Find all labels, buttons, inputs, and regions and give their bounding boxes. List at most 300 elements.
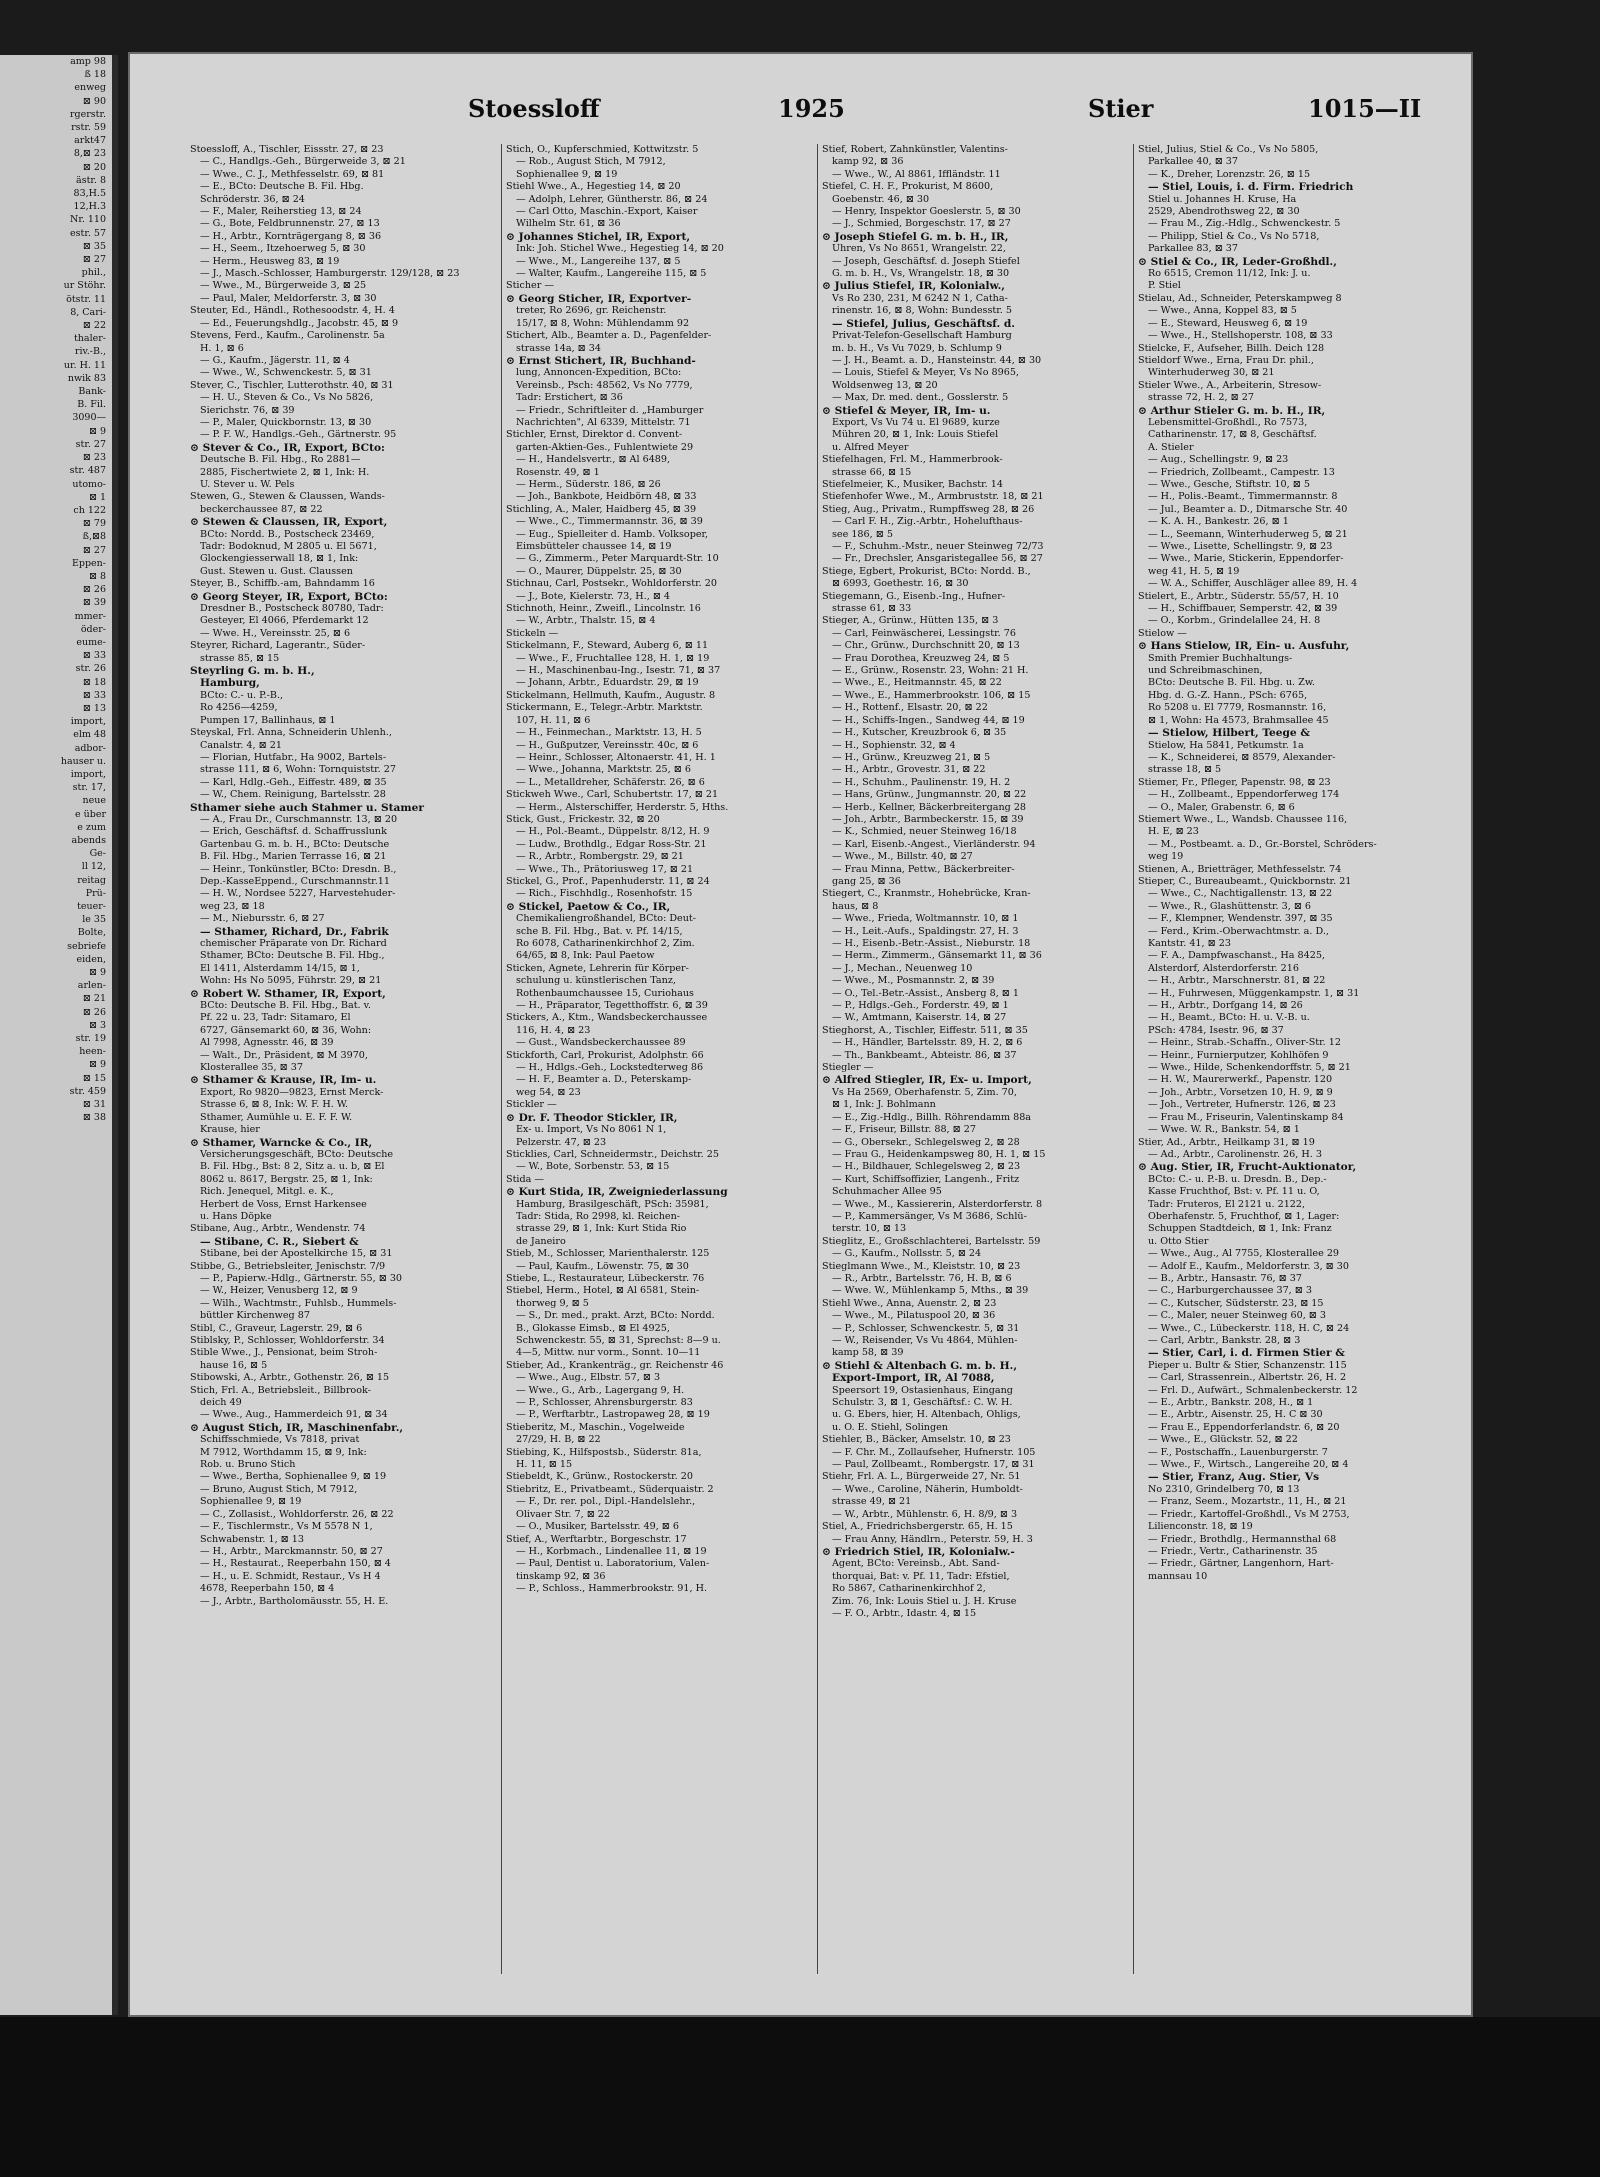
directory-entry: — Friedr., Kartoffel-Großhdl., Vs M 2753, — [1148, 1508, 1350, 1520]
directory-entry: H. E, ⊠ 23 — [1148, 826, 1199, 838]
strip-line: 8,⊠ 23 — [73, 148, 106, 160]
directory-entry: Stiefelmeier, K., Musiker, Bachstr. 14 — [822, 478, 1003, 490]
directory-entry: — Bruno, August Stich, M 7912, — [200, 1483, 358, 1495]
page-header — [128, 94, 1473, 134]
directory-entry: — C., Handlgs.-Geh., Bürgerweide 3, ⊠ 21 — [200, 156, 406, 168]
directory-entry: see 186, ⊠ 5 — [832, 528, 893, 540]
directory-entry: ⊙ Stever & Co., IR, Export, BCto: — [190, 441, 385, 454]
directory-entry: — Frau Dorothea, Kreuzweg 24, ⊠ 5 — [832, 652, 1010, 664]
directory-entry: — P., Schloss., Hammerbrookstr. 91, H. — [516, 1583, 708, 1595]
directory-entry: — W., Amtmann, Kaiserstr. 14, ⊠ 27 — [832, 1012, 1007, 1024]
directory-entry: — H., Maschinenbau-Ing., Isestr. 71, ⊠ 37 — [516, 665, 721, 677]
directory-entry: ⊙ Stiefel & Meyer, IR, Im- u. — [822, 404, 991, 417]
directory-entry: Ro 4256—4259, — [200, 702, 278, 714]
directory-entry: — Ferd., Krim.-Oberwachtmstr. a. D., — [1148, 925, 1329, 937]
directory-entry: tinskamp 92, ⊠ 36 — [516, 1570, 606, 1582]
directory-entry: — H., Handelsvertr., ⊠ Al 6489, — [516, 454, 671, 466]
directory-entry: Kasse Fruchthof, Bst: v. Pf. 11 u. O, — [1148, 1186, 1320, 1198]
directory-entry: Dresdner B., Postscheck 80780, Tadr: — [200, 603, 384, 615]
directory-entry: ⊙ Stickel, Paetow & Co., IR, — [506, 900, 671, 913]
strip-line: utomo- — [72, 478, 106, 490]
directory-entry: — Joh., Vertreter, Hufnerstr. 126, ⊠ 23 — [1148, 1099, 1336, 1111]
directory-entry: — F., Tischlermstr., Vs M 5578 N 1, — [200, 1521, 373, 1533]
strip-line: import, — [70, 768, 106, 780]
directory-entry: — G., Obersekr., Schlegelsweg 2, ⊠ 28 — [832, 1136, 1020, 1148]
directory-entry: — Frau E., Eppendorferlandstr. 6, ⊠ 20 — [1148, 1421, 1340, 1433]
directory-entry: Stiemer, Fr., Pfleger, Papenstr. 98, ⊠ 23 — [1138, 776, 1331, 788]
directory-entry: — L., Metalldreher, Schäferstr. 26, ⊠ 6 — [516, 776, 705, 788]
directory-entry: Stickweh Wwe., Carl, Schubertstr. 17, ⊠ 21 — [506, 789, 719, 801]
directory-entry: — R., Arbtr., Rombergstr. 29, ⊠ 21 — [516, 851, 684, 863]
directory-entry: Sticken, Agnete, Lehrerin für Körper- — [506, 962, 689, 974]
strip-line: str. 17, — [72, 782, 106, 794]
directory-entry: — Frau Minna, Pettw., Bäckerbreiter- — [832, 863, 1015, 875]
directory-entry: Stewen, G., Stewen & Claussen, Wands- — [190, 491, 385, 503]
directory-entry: — Erich, Geschäftsf. d. Schaffrusslunk — [200, 826, 387, 838]
directory-entry: Stickers, A., Ktm., Wandsbeckerchaussee — [506, 1012, 708, 1024]
directory-entry: — H., Eisenb.-Betr.-Assist., Nieburstr. 18 — [832, 938, 1031, 949]
directory-entry: Sthamer siehe auch Stahmer u. Stamer — [190, 801, 424, 814]
directory-entry: Stiege, Egbert, Prokurist, BCto: Nordd. B., — [822, 565, 1031, 577]
directory-entry: ⊙ Georg Steyer, IR, Export, BCto: — [190, 590, 388, 603]
directory-entry: — F., Friseur, Billstr. 88, ⊠ 27 — [832, 1124, 976, 1136]
directory-entry: — Wwe., W., Al 8861, Iffländstr. 11 — [832, 168, 1001, 180]
directory-entry: Chemikaliengroßhandel, BCto: Deut- — [516, 913, 696, 925]
strip-line: ⊠ 13 — [82, 702, 106, 714]
directory-entry: ⊙ Georg Sticher, IR, Exportver- — [506, 292, 692, 305]
directory-entry: Stieb, M., Schlosser, Marienthalerstr. 125 — [506, 1248, 710, 1260]
directory-entry: — Wwe., F., Wirtsch., Langereihe 20, ⊠ 4 — [1148, 1459, 1349, 1471]
directory-entry: Stickelmann, F., Steward, Auberg 6, ⊠ 11 — [506, 640, 709, 652]
directory-entry: Sticher — — [506, 280, 554, 292]
strip-line: ⊠ 18 — [82, 676, 106, 688]
directory-entry: — G., Kaufm., Jägerstr. 11, ⊠ 4 — [200, 354, 350, 366]
directory-entry: Stible Wwe., J., Pensionat, beim Stroh- — [190, 1347, 378, 1359]
directory-entry: — Chr., Grünw., Durchschnitt 20, ⊠ 13 — [832, 640, 1020, 652]
directory-entry: Ro 5208 u. El 7779, Rosmannstr. 16, — [1148, 702, 1327, 714]
directory-entry: — Jul., Beamter a. D., Ditmarsche Str. 40 — [1148, 503, 1348, 515]
directory-entry: Schuppen Stadtdeich, ⊠ 1, Ink: Franz — [1148, 1223, 1332, 1235]
directory-entry: — O., Musiker, Bartelsstr. 49, ⊠ 6 — [516, 1521, 679, 1533]
directory-entry: Stiefenhofer Wwe., M., Armbruststr. 18, ⊠ 21 — [822, 491, 1044, 503]
directory-entry: 8062 u. 8617, Bergstr. 25, ⊠ 1, Ink: — [200, 1173, 373, 1185]
directory-entry: Stielcke, F., Aufseher, Billh. Deich 128 — [1138, 342, 1325, 354]
strip-line: str. 19 — [75, 1033, 106, 1045]
directory-entry: No 2310, Grindelberg 70, ⊠ 13 — [1148, 1483, 1300, 1495]
directory-entry: beckerchaussee 87, ⊠ 22 — [200, 503, 323, 515]
directory-entry: — C., Zollasist., Wohldorferstr. 26, ⊠ 22 — [200, 1508, 394, 1520]
directory-entry: Stibane, Aug., Arbtr., Wendenstr. 74 — [190, 1223, 366, 1235]
directory-entry: — H., Arbtr., Dorfgang 14, ⊠ 26 — [1148, 1000, 1303, 1012]
directory-entry: ⊠ 6993, Goethestr. 16, ⊠ 30 — [832, 578, 969, 590]
directory-entry: Rich. Jenequel, Mitgl. e. K., — [200, 1186, 334, 1198]
directory-entry: Stichnau, Carl, Postsekr., Wohldorferstr. 20 — [506, 578, 717, 590]
strip-line: rgerstr. — [70, 108, 106, 120]
directory-entry: — Herm., Heusweg 83, ⊠ 19 — [200, 255, 340, 267]
strip-line: ⊠ 90 — [82, 95, 106, 107]
directory-entry: — Adolph, Lehrer, Güntherstr. 86, ⊠ 24 — [516, 193, 708, 205]
strip-line: enweg — [74, 82, 106, 94]
directory-entry: ⊙ Friedrich Stiel, IR, Kolonialw.- — [822, 1545, 1015, 1558]
directory-entry: — W., Heizer, Venusberg 12, ⊠ 9 — [200, 1285, 358, 1297]
directory-entry: BCto: Deutsche B. Fil. Hbg., Bat. v. — [200, 1000, 371, 1012]
directory-entry: Steyskal, Frl. Anna, Schneiderin Uhlenh., — [190, 727, 392, 739]
directory-entry: — H., Seem., Itzehoerweg 5, ⊠ 30 — [200, 243, 366, 255]
directory-entry: Stieper, C., Bureaubeamt., Quickbornstr. 21 — [1138, 875, 1352, 887]
strip-line: phil., — [81, 267, 106, 279]
directory-entry: — Aug., Schellingstr. 9, ⊠ 23 — [1148, 454, 1289, 466]
directory-entry: — Florian, Hutfabr., Ha 9002, Bartels- — [200, 751, 387, 763]
directory-entry: ⊙ Sthamer, Warncke & Co., IR, — [190, 1136, 373, 1149]
directory-entry: Vs Ha 2569, Oberhafenstr. 5, Zim. 70, — [832, 1086, 1017, 1098]
directory-entry: — Paul, Zollbeamt., Rombergstr. 17, ⊠ 31 — [832, 1459, 1035, 1471]
directory-entry: — Henry, Inspektor Goeslerstr. 5, ⊠ 30 — [832, 206, 1021, 218]
directory-entry: — Friedr., Brothdlg., Hermannsthal 68 — [1148, 1533, 1337, 1545]
directory-entry: lung, Annoncen-Expedition, BCto: — [516, 367, 682, 379]
directory-entry: 64/65, ⊠ 8, Ink: Paul Paetow — [516, 950, 655, 962]
directory-entry: — Johann, Arbtr., Eduardstr. 29, ⊠ 19 — [516, 677, 699, 689]
directory-entry: terstr. 10, ⊠ 13 — [832, 1223, 907, 1235]
directory-entry: — C., Maler, neuer Steinweg 60, ⊠ 3 — [1148, 1310, 1326, 1322]
directory-entry: — Wwe., W., Schwenckestr. 5, ⊠ 31 — [200, 367, 372, 379]
strip-line: neue — [82, 795, 106, 807]
directory-entry: — H., Hdlgs.-Geh., Lockstedterweg 86 — [516, 1062, 704, 1074]
directory-entry: — W., Chem. Reinigung, Bartelsstr. 28 — [200, 789, 386, 801]
directory-entry: Stichler, Ernst, Direktor d. Convent- — [506, 429, 683, 441]
directory-entry: — Heinr., Furnierputzer, Kohlhöfen 9 — [1148, 1049, 1329, 1061]
directory-entry: — Wwe., F., Fruchtallee 128, H. 1, ⊠ 19 — [516, 652, 710, 664]
directory-entry: strasse 66, ⊠ 15 — [832, 466, 912, 478]
directory-entry: Oberhafenstr. 5, Fruchthof, ⊠ 1, Lager: — [1148, 1210, 1340, 1222]
directory-entry: — H., Schiffs-Ingen., Sandweg 44, ⊠ 19 — [832, 714, 1025, 726]
directory-entry: — Wwe., G., Arb., Lagergang 9, H. — [516, 1384, 685, 1396]
directory-entry: — Wwe., M., Pilatuspool 20, ⊠ 36 — [832, 1310, 996, 1322]
directory-entry: — Carl, Feinwäscherei, Lessingstr. 76 — [832, 627, 1016, 639]
directory-entry: — Hans, Grünw., Jungmannstr. 20, ⊠ 22 — [832, 789, 1027, 801]
directory-entry: — Wwe., E., Heitmannstr. 45, ⊠ 22 — [832, 677, 1002, 689]
directory-entry: — Friedr., Schriftleiter d. „Hamburger — [516, 404, 704, 416]
column-3 — [822, 144, 1129, 1974]
directory-entry: — L., Seemann, Winterhuderweg 5, ⊠ 21 — [1148, 528, 1348, 540]
directory-entry: — H., Präparator, Tegetthoffstr. 6, ⊠ 39 — [516, 1000, 708, 1012]
directory-entry: Stielow — — [1138, 627, 1187, 639]
directory-entry: Stieglmann Wwe., M., Kleiststr. 10, ⊠ 23 — [822, 1260, 1021, 1272]
directory-entry: ⊙ Dr. F. Theodor Stickler, IR, — [506, 1111, 678, 1124]
directory-entry: Stiebel, Herm., Hotel, ⊠ Al 6581, Stein- — [506, 1285, 700, 1297]
directory-entry: — E., BCto: Deutsche B. Fil. Hbg. — [200, 181, 364, 193]
strip-line: abends — [71, 834, 106, 846]
directory-entry: chemischer Präparate von Dr. Richard — [200, 938, 387, 949]
strip-line: ß,⊠8 — [82, 531, 106, 543]
strip-line: estr. 57 — [70, 227, 106, 239]
directory-entry: weg 54, ⊠ 23 — [516, 1086, 581, 1098]
directory-entry: — H., Arbtr., Grovestr. 31, ⊠ 22 — [832, 764, 986, 776]
directory-entry: weg 41, H. 5, ⊠ 19 — [1148, 565, 1240, 577]
directory-page — [128, 52, 1473, 2017]
strip-line: amp 98 — [70, 56, 106, 67]
directory-entry: — Wwe., C. J., Methfesselstr. 69, ⊠ 81 — [200, 168, 385, 180]
directory-entry: — Sthamer, Richard, Dr., Fabrik — [200, 925, 389, 938]
directory-entry: — Herm., Zimmerm., Gänsemarkt 11, ⊠ 36 — [832, 950, 1042, 962]
directory-entry: — Wwe. W., Mühlenkamp 5, Mths., ⊠ 39 — [832, 1285, 1029, 1297]
directory-entry: Kantstr. 41, ⊠ 23 — [1148, 938, 1231, 949]
directory-entry: Schwenckestr. 55, ⊠ 31, Sprechst: 8—9 u. — [516, 1335, 721, 1346]
directory-entry: — Wwe., M., Bürgerweide 3, ⊠ 25 — [200, 280, 367, 292]
directory-entry: Stiel, Julius, Stiel & Co., Vs No 5805, — [1138, 144, 1319, 155]
directory-entry: — H., Fuhrwesen, Müggenkampstr. 1, ⊠ 31 — [1148, 987, 1360, 999]
directory-entry: — Th., Bankbeamt., Abteistr. 86, ⊠ 37 — [832, 1049, 1017, 1061]
directory-entry: — Wwe., C., Lübeckerstr. 118, H. C, ⊠ 24 — [1148, 1322, 1350, 1334]
directory-entry: — F., Postschaffn., Lauenburgerstr. 7 — [1148, 1446, 1328, 1458]
directory-entry: — F., Klempner, Wendenstr. 397, ⊠ 35 — [1148, 913, 1333, 925]
directory-entry: — H., Leit.-Aufs., Spaldingstr. 27, H. 3 — [832, 925, 1019, 937]
strip-line: ⊠ 38 — [82, 1112, 106, 1124]
directory-entry: — O., Maurer, Düppelstr. 25, ⊠ 30 — [516, 565, 682, 577]
directory-entry: — E., Zig.-Hdlg., Billh. Röhrendamm 88a — [832, 1111, 1032, 1123]
strip-line: rstr. 59 — [71, 122, 106, 134]
directory-entry: Steyrer, Richard, Lagerantr., Süder- — [190, 640, 366, 652]
directory-entry: — Louis, Stiefel & Meyer, Vs No 8965, — [832, 367, 1019, 379]
directory-entry: Eimsbütteler chaussee 14, ⊠ 19 — [516, 541, 672, 552]
directory-entry: Mühren 20, ⊠ 1, Ink: Louis Stiefel — [832, 429, 999, 441]
directory-entry: — Friedr., Vertr., Catharinenstr. 35 — [1148, 1545, 1318, 1557]
directory-entry: Stiegler — — [822, 1062, 874, 1074]
strip-line: ß 18 — [84, 69, 106, 81]
directory-entry: Tadr: Erstichert, ⊠ 36 — [516, 392, 623, 404]
directory-entry: ⊙ Stiehl & Altenbach G. m. b. H., — [822, 1359, 1018, 1372]
directory-entry: Sticklies, Carl, Schneidermstr., Deichstr. 25 — [506, 1148, 719, 1160]
directory-entry: Stichling, A., Maler, Haidberg 45, ⊠ 39 — [506, 503, 697, 515]
directory-entry: Stibowski, A., Arbtr., Gothenstr. 26, ⊠ 15 — [190, 1372, 390, 1384]
directory-entry: — Eug., Spielleiter d. Hamb. Volksoper, — [516, 528, 709, 540]
directory-entry: PSch: 4784, Isestr. 96, ⊠ 37 — [1148, 1024, 1284, 1036]
directory-entry: — Walter, Kaufm., Langereihe 115, ⊠ 5 — [516, 268, 707, 280]
directory-entry: — Wwe., Marie, Stickerin, Eppendorfer- — [1148, 553, 1344, 565]
directory-entry: Parkallee 83, ⊠ 37 — [1148, 243, 1239, 255]
directory-entry: Stickeln — — [506, 627, 559, 639]
directory-entry: — O., Korbm., Grindelallee 24, H. 8 — [1148, 615, 1321, 627]
directory-entry: — Heinr., Strab.-Schaffn., Oliver-Str. 12 — [1148, 1037, 1341, 1049]
directory-entry: Stickler — — [506, 1099, 557, 1111]
directory-entry: — W., Arbtr., Thalstr. 15, ⊠ 4 — [516, 615, 656, 627]
directory-entry: — H. W., Maurerwerkf., Papenstr. 120 — [1148, 1074, 1333, 1086]
directory-entry: Stielau, Ad., Schneider, Peterskampweg 8 — [1138, 292, 1342, 304]
directory-entry: Gust. Stewen u. Gust. Claussen — [200, 565, 353, 577]
directory-entry: BCto: Nordd. B., Postscheck 23469, — [200, 528, 375, 540]
directory-entry: — J. H., Beamt. a. D., Hansteinstr. 44, ⊠ 30 — [832, 354, 1042, 366]
directory-entry: gang 25, ⊠ 36 — [832, 875, 901, 887]
directory-entry: Winterhuderweg 30, ⊠ 21 — [1148, 367, 1275, 379]
directory-entry: Export, Vs Vu 74 u. El 9689, kurze — [832, 416, 1000, 428]
strip-line: le 35 — [82, 914, 106, 926]
directory-entry: Pelzerstr. 47, ⊠ 23 — [516, 1136, 607, 1148]
directory-entry: — Heinr., Tonkünstler, BCto: Dresdn. B., — [200, 863, 397, 875]
directory-entry: — P., Hdlgs.-Geh., Forderstr. 49, ⊠ 1 — [832, 1000, 1009, 1012]
directory-entry: Agent, BCto: Vereinsb., Abt. Sand- — [832, 1558, 1000, 1570]
strip-line: ötstr. 11 — [66, 293, 106, 305]
directory-entry: — F., Dr. rer. pol., Dipl.-Handelslehr., — [516, 1496, 696, 1508]
directory-entry: rinenstr. 16, ⊠ 8, Wohn: Bundesstr. 5 — [832, 305, 1012, 317]
directory-entry: Stibl, C., Graveur, Lagerstr. 29, ⊠ 6 — [190, 1322, 363, 1334]
directory-entry: schulung u. künstlerischen Tanz, — [516, 975, 676, 987]
directory-entry: Stichnoth, Heinr., Zweifl., Lincolnstr. 16 — [506, 603, 701, 615]
directory-entry: Pf. 22 u. 23, Tadr: Sitamaro, El — [200, 1012, 351, 1024]
directory-entry: 15/17, ⊠ 8, Wohn: Mühlendamm 92 — [516, 317, 690, 329]
directory-entry: — W. A., Schiffer, Auschläger allee 89, H. 4 — [1148, 578, 1358, 590]
directory-entry: — W., Bote, Sorbenstr. 53, ⊠ 15 — [516, 1161, 670, 1173]
directory-entry: Steyer, B., Schiffb.-am, Bahndamm 16 — [190, 578, 375, 590]
directory-entry: Ro 5867, Catharinenkirchhof 2, — [832, 1583, 986, 1595]
strip-line: ⊠ 1 — [88, 491, 106, 503]
directory-entry: — H., Pol.-Beamt., Düppelstr. 8/12, H. 9 — [516, 826, 710, 838]
directory-entry: — Wilh., Wachtmstr., Fuhlsb., Hummels- — [200, 1297, 397, 1309]
directory-entry: Ink: Joh. Stichel Wwe., Hegestieg 14, ⊠ 20 — [516, 243, 724, 255]
directory-entry: — J., Arbtr., Bartholomäusstr. 55, H. E. — [200, 1595, 389, 1607]
directory-entry: — Franz, Seem., Mozartstr., 11, H., ⊠ 21 — [1148, 1496, 1347, 1508]
strip-line: 83,H.5 — [73, 188, 106, 200]
directory-entry: Stiehr, Frl. A. L., Bürgerweide 27, Nr. 51 — [822, 1471, 1021, 1483]
directory-entry: — K., Schneiderei, ⊠ 8579, Alexander- — [1148, 751, 1336, 763]
directory-entry: Stibbe, G., Betriebsleiter, Jenischstr. 7/9 — [190, 1260, 386, 1272]
directory-entry: Stiehl Wwe., Anna, Auenstr. 2, ⊠ 23 — [822, 1297, 997, 1309]
directory-entry: ⊠ 1, Ink: J. Bohlmann — [832, 1099, 936, 1111]
directory-entry: Dep.-KasseEppend., Curschmannstr.11 — [200, 875, 390, 887]
directory-entry: — E., Arbtr., Aisenstr. 25, H. C ⊠ 30 — [1148, 1409, 1323, 1421]
directory-entry: — Herm., Alsterschiffer, Herderstr. 5, Hths. — [516, 801, 729, 813]
directory-entry: strasse 85, ⊠ 15 — [200, 652, 280, 664]
directory-entry: mannsau 10 — [1148, 1570, 1208, 1582]
directory-entry: — Heinr., Schlosser, Altonaerstr. 41, H. 1 — [516, 751, 716, 763]
directory-entry: — Wwe., C., Nachtigallenstr. 13, ⊠ 22 — [1148, 888, 1333, 900]
directory-entry: — F. O., Arbtr., Idastr. 4, ⊠ 15 — [832, 1607, 977, 1619]
strip-line: ⊠ 26 — [82, 584, 106, 596]
directory-entry: Stiehler, B., Bäcker, Amselstr. 10, ⊠ 23 — [822, 1434, 1011, 1446]
directory-entry: — G., Bote, Feldbrunnenstr. 27, ⊠ 13 — [200, 218, 380, 230]
directory-entry: — Joh., Arbtr., Vorsetzen 10, H. 9, ⊠ 9 — [1148, 1086, 1333, 1098]
directory-entry: — C., Harburgerchaussee 37, ⊠ 3 — [1148, 1285, 1312, 1297]
directory-entry: — H. W., Nordsee 5227, Harvestehuder- — [200, 888, 396, 900]
directory-entry: Steyrling G. m. b. H., — [190, 665, 315, 678]
strip-line: ⊠ 27 — [82, 254, 106, 266]
directory-entry: Stida — — [506, 1173, 545, 1185]
directory-entry: Tadr: Stida, Ro 2998, kl. Reichen- — [516, 1210, 681, 1222]
directory-entry: — Friedr., Gärtner, Langenhorn, Hart- — [1148, 1558, 1334, 1570]
directory-entry: — Frau G., Heidenkampsweg 80, H. 1, ⊠ 15 — [832, 1148, 1046, 1160]
directory-entry: Gartenbau G. m. b. H., BCto: Deutsche — [200, 838, 390, 850]
directory-entry: — W., Reisender, Vs Vu 4864, Mühlen- — [832, 1335, 1018, 1346]
directory-entry: Goebenstr. 46, ⊠ 30 — [832, 193, 930, 205]
directory-entry: — G., Kaufm., Nollsstr. 5, ⊠ 24 — [832, 1248, 982, 1260]
directory-entry: — Frl. D., Aufwärt., Schmalenbeckerstr. 12 — [1148, 1384, 1358, 1396]
directory-entry: Deutsche B. Fil. Hbg., Ro 2881— — [200, 454, 361, 466]
directory-entry: treter, Ro 2696, gr. Reichenstr. — [516, 305, 667, 317]
directory-entry: Stiel u. Johannes H. Kruse, Ha — [1148, 193, 1297, 205]
directory-entry: Export-Import, IR, Al 7088, — [832, 1372, 995, 1385]
directory-entry: Stich, Frl. A., Betriebsleit., Billbrook- — [190, 1384, 371, 1396]
directory-entry: — Herm., Süderstr. 186, ⊠ 26 — [516, 478, 661, 490]
strip-line: e zum — [77, 821, 106, 833]
directory-entry: — H., Arbtr., Kornträgergang 8, ⊠ 36 — [200, 230, 382, 242]
directory-entry: — H., Zollbeamt., Eppendorferweg 174 — [1148, 789, 1340, 801]
directory-entry: ⊙ Arthur Stieler G. m. b. H., IR, — [1138, 404, 1326, 417]
directory-entry: — Wwe., E., Hammerbrookstr. 106, ⊠ 15 — [832, 689, 1031, 701]
strip-line: heen- — [79, 1046, 106, 1058]
strip-line: 3090— — [72, 412, 106, 424]
directory-entry: hause 16, ⊠ 5 — [200, 1359, 268, 1371]
directory-entry: — H., Gußputzer, Vereinsstr. 40c, ⊠ 6 — [516, 739, 699, 751]
directory-entry: Schröderstr. 36, ⊠ 24 — [200, 193, 305, 205]
directory-entry: 107, H. 11, ⊠ 6 — [516, 714, 591, 726]
directory-entry: Stieger, A., Grünw., Hütten 135, ⊠ 3 — [822, 615, 999, 627]
directory-entry: Speersort 19, Ostasienhaus, Eingang — [832, 1384, 1013, 1396]
column-divider — [817, 144, 818, 1974]
directory-entry: — Stiefel, Julius, Geschäftsf. d. — [832, 317, 1015, 330]
directory-entry: 2529, Abendrothsweg 22, ⊠ 30 — [1148, 206, 1300, 218]
directory-entry: Stiefel, C. H. F., Prokurist, M 8600, — [822, 181, 994, 193]
directory-entry: — E., Arbtr., Bankstr. 208, H., ⊠ 1 — [1148, 1397, 1314, 1409]
directory-entry: Ro 6515, Cremon 11/12, Ink: J. u. — [1148, 268, 1311, 280]
directory-entry: Stiegert, C., Kranmstr., Hohebrücke, Kran- — [822, 888, 1031, 900]
directory-entry: Wohn: Hs No 5095, Führstr. 29, ⊠ 21 — [200, 975, 382, 987]
directory-entry: Stiehl Wwe., A., Hegestieg 14, ⊠ 20 — [506, 181, 681, 193]
directory-entry: ⊙ Joseph Stiefel G. m. b. H., IR, — [822, 230, 1009, 243]
directory-entry: — P., Papierw.-Hdlg., Gärtnerstr. 55, ⊠ 30 — [200, 1272, 403, 1284]
directory-entry: Ex- u. Import, Vs No 8061 N 1, — [516, 1124, 667, 1136]
directory-entry: Stickforth, Carl, Prokurist, Adolphstr. 66 — [506, 1049, 704, 1061]
directory-entry: Catharinenstr. 17, ⊠ 8, Geschäftsf. — [1148, 429, 1317, 441]
directory-entry: Stienen, A., Brietträger, Methfesselstr. 74 — [1138, 863, 1342, 875]
directory-entry: Stichert, Alb., Beamter a. D., Pagenfelder- — [506, 330, 712, 342]
directory-entry: — H., Sophienstr. 32, ⊠ 4 — [832, 739, 956, 751]
directory-entry: strasse 18, ⊠ 5 — [1148, 764, 1222, 776]
directory-entry: thorweg 9, ⊠ 5 — [516, 1297, 589, 1309]
scan-background — [0, 2017, 1600, 2177]
directory-entry: — H., Polis.-Beamt., Timmermannstr. 8 — [1148, 491, 1338, 503]
strip-line: 12,H.3 — [73, 201, 106, 213]
directory-entry: — Wwe., M., Kassiererin, Alsterdorferstr. 8 — [832, 1198, 1043, 1210]
directory-entry: — Gust., Wandsbeckerchaussee 89 — [516, 1037, 686, 1049]
directory-entry: — Carl Otto, Maschin.-Export, Kaiser — [516, 206, 698, 218]
directory-entry: Tadr: Bodoknud, M 2805 u. El 5671, — [200, 541, 377, 552]
strip-line: ⊠ 33 — [82, 689, 106, 701]
directory-entry: sche B. Fil. Hbg., Bat. v. Pf. 14/15, — [516, 925, 683, 937]
directory-entry: — Frau M., Zig.-Hdlg., Schwenckestr. 5 — [1148, 218, 1341, 230]
directory-entry: Parkallee 40, ⊠ 37 — [1148, 156, 1239, 168]
directory-entry: Hamburg, — [200, 677, 260, 690]
directory-entry: Stickelmann, Hellmuth, Kaufm., Augustr. 8 — [506, 689, 716, 701]
directory-entry: Stiebeldt, K., Grünw., Rostockerstr. 20 — [506, 1471, 693, 1483]
directory-entry: P. Stiel — [1148, 280, 1181, 292]
directory-entry: strasse 29, ⊠ 1, Ink: Kurt Stida Rio — [516, 1223, 687, 1235]
strip-line: hauser u. — [60, 755, 106, 767]
directory-entry: Stickel, G., Prof., Papenhuderstr. 11, ⊠ 24 — [506, 875, 710, 887]
directory-entry: strasse 14a, ⊠ 34 — [516, 342, 601, 354]
strip-line: ⊠ 35 — [82, 240, 106, 252]
directory-entry: Stieber, Ad., Krankenträg., gr. Reichenstr 46 — [506, 1359, 724, 1371]
strip-line: Ge- — [89, 848, 106, 860]
directory-entry: — H. U., Steven & Co., Vs No 5826, — [200, 392, 374, 404]
directory-entry: — H. F., Beamter a. D., Peterskamp- — [516, 1074, 692, 1086]
directory-entry: Stieg, Aug., Privatm., Rumpffsweg 28, ⊠ 26 — [822, 503, 1035, 515]
directory-entry: U. Stever u. W. Pels — [200, 478, 295, 490]
directory-entry: A. Stieler — [1148, 441, 1194, 453]
directory-entry: — Fr., Drechsler, Ansgaristegallee 56, ⊠ 27 — [832, 553, 1043, 565]
directory-entry: — Wwe., H., Stellshoperstr. 108, ⊠ 33 — [1148, 330, 1333, 342]
directory-entry: ⊙ Kurt Stida, IR, Zweigniederlassung — [506, 1186, 728, 1199]
strip-line: ästr. 8 — [76, 174, 106, 186]
directory-entry: — M., Postbeamt. a. D., Gr.-Borstel, Schröders- — [1148, 838, 1377, 850]
directory-entry: Stever, C., Tischler, Lutterothstr. 40, ⊠ 31 — [190, 379, 394, 391]
